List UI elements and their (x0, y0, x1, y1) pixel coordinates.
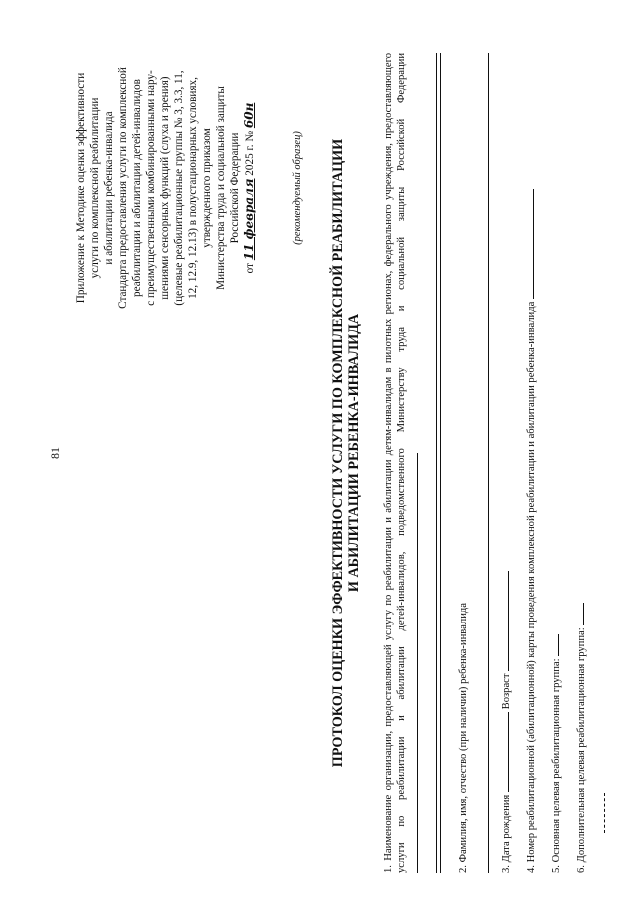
child-name-label: 2. Фамилия, имя, отчество (при наличии) ребенка-инвалида (458, 603, 469, 873)
appendix-line: (целевые реабилитационные группы № 3, 3.3, 11, (173, 70, 185, 306)
field-organization-name (382, 53, 422, 873)
organization-name-input-line[interactable] (408, 453, 418, 873)
handwritten-order-number: 60н (242, 102, 256, 129)
page-number: 81 (48, 447, 62, 459)
date-prefix: от (244, 263, 256, 274)
main-target-group-label: 5. Основная целевая реабилитационная группа: (551, 658, 562, 873)
birth-date-label: 3. Дата рождения (501, 794, 512, 873)
field-organization-label: 1. Наименование организации, предоставляющей услугу по реабилитации и абилитации детям-инвалидам в пилотных регионах, федерального учреждения, предоставляющего услуги по реабилитации и абилитации детей-инвалидов, подведомственного Министерству труда и социальной защиты Российской Федерации (383, 53, 407, 873)
additional-target-group-input-line[interactable] (574, 603, 584, 625)
document-title (330, 43, 362, 863)
appendix-line: 12, 12.9, 12.13) в полустационарных условиях, (187, 77, 199, 299)
appendix-date-line (242, 23, 257, 353)
date-suffix: 2025 г. № (244, 130, 256, 176)
organization-continuation-line-2[interactable] (440, 53, 441, 873)
page-edge-mark (604, 793, 605, 833)
appendix-line: с преимущественными комбинированными нару- (145, 70, 157, 306)
card-number-input-line[interactable] (524, 189, 534, 299)
appendix-line: и абилитации ребенка-инвалида (103, 111, 115, 265)
appendix-line: Министерства труда и социальной защиты (215, 86, 227, 290)
appendix-line: утвержденного приказом (201, 128, 213, 248)
field-main-target-group (549, 634, 562, 873)
card-number-label: 4. Номер реабилитационной (абилитационной) карты проведения комплексной реабилитации и абилитации ребенка-инвалида (526, 301, 537, 873)
organization-continuation-line[interactable] (436, 53, 437, 873)
appendix-line: услуги по комплексной реабилитации (89, 97, 101, 279)
appendix-line: реабилитации и абилитации детей-инвалидов (131, 79, 143, 297)
field-card-number (524, 189, 537, 873)
birth-date-input-line[interactable] (499, 712, 509, 792)
appendix-line: Приложение к Методике оценки эффективности (75, 72, 87, 304)
child-name-input-line[interactable] (488, 53, 489, 873)
appendix-block (74, 23, 257, 353)
handwritten-date: 11 февраля (242, 178, 256, 261)
age-label: Возраст (501, 673, 512, 710)
subtitle-recommended-sample: (рекомендуемый образец) (292, 131, 303, 245)
title-line-1: ПРОТОКОЛ ОЦЕНКИ ЭФФЕКТИВНОСТИ УСЛУГИ ПО КОМПЛЕКСНОЙ РЕАБИЛИТАЦИИ (330, 138, 346, 768)
main-target-group-input-line[interactable] (549, 634, 559, 656)
appendix-line: шениями сенсорных функций (слуха и зрения) (159, 76, 171, 300)
field-additional-target-group (574, 603, 587, 873)
age-input-line[interactable] (499, 571, 509, 671)
appendix-line: Российской Федерации (229, 132, 241, 244)
additional-target-group-label: 6. Дополнительная целевая реабилитационная группа: (576, 627, 587, 873)
field-birth-date-age (499, 571, 512, 873)
rotated-page-content (12, 13, 627, 893)
title-line-2: И АБИЛИТАЦИИ РЕБЕНКА-ИНВАЛИДА (346, 313, 362, 593)
field-child-name (458, 603, 469, 873)
appendix-line: Стандарта предоставления услуги по комплексной (117, 67, 129, 309)
